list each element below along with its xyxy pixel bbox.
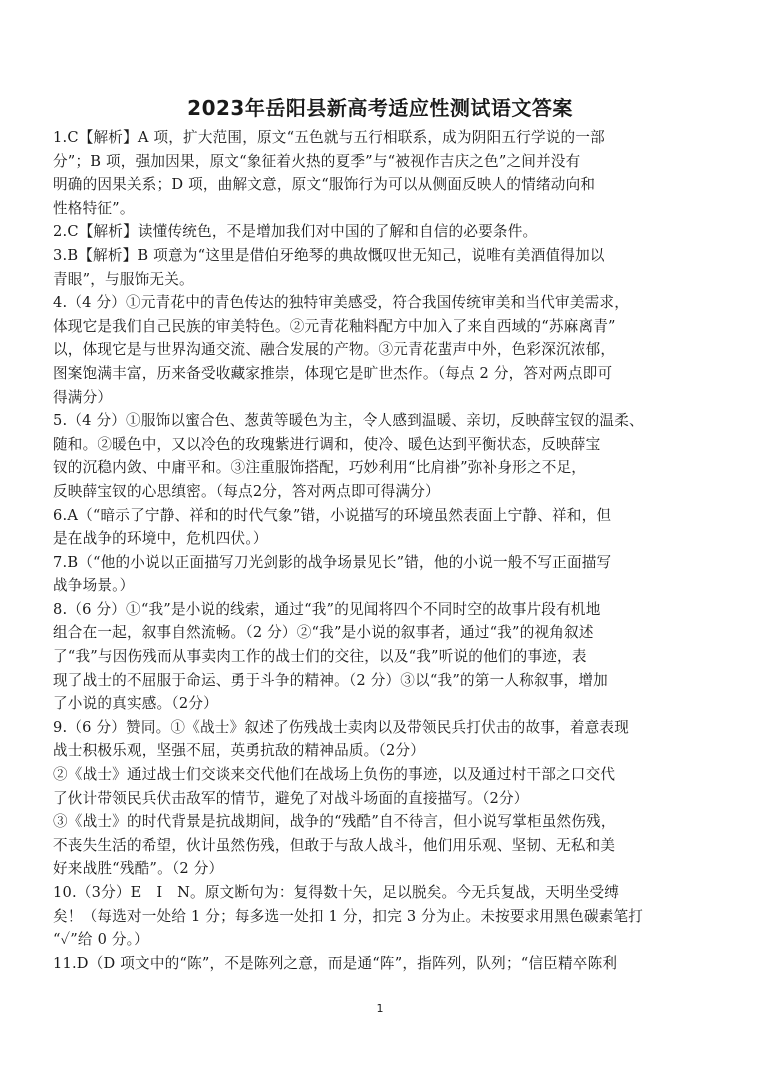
- answer-line: 是在战争的环境中，危机四伏。）: [53, 530, 268, 548]
- answer-line: 分”；B 项，强加因果，原文“象征着火热的夏季”与“被视作吉庆之色”之间并没有: [53, 152, 581, 170]
- answer-line: 钗的沉稳内敛、中庸平和。③注重服饰搭配，巧妙利用“比肩褂”弥补身形之不足，: [53, 459, 587, 477]
- answer-line: ③《战士》的时代背景是抗战期间，战争的“残酷”自不待言，但小说写掌柜虽然伤残，: [53, 813, 616, 831]
- answer-line: 战争场景。）: [53, 577, 135, 595]
- answer-line: 得满分）: [53, 388, 113, 406]
- answer-line: 1.C【解析】A 项，扩大范围，原文“五色就与五行相联系，成为阴阳五行学说的一部: [53, 129, 605, 146]
- answer-line: 体现它是我们自己民族的审美特色。②元青花釉料配方中加入了来自西域的“苏麻离青”: [53, 317, 616, 335]
- answer-line: 组合在一起，叙事自然流畅。（2 分）②“我”是小说的叙事者，通过“我”的视角叙述: [53, 624, 594, 642]
- answer-line: 9.（6 分）赞同。①《战士》叙述了伤残战士卖肉以及带领民兵打伏击的故事，着意表现: [53, 718, 630, 736]
- answer-line: 7.B（“他的小说以正面描写刀光剑影的战争场景见长”错，他的小说一般不写正面描写: [53, 553, 612, 571]
- answer-line: 不丧失生活的希望，伙计虽然伤残，但敢于与敌人战斗，他们用乐观、坚韧、无私和美: [53, 836, 616, 854]
- answer-line: 2.C【解析】读懂传统色，不是增加我们对中国的了解和自信的必要条件。: [53, 223, 538, 241]
- answer-line: 5.（4 分）①服饰以蜜合色、葱黄等暖色为主，令人感到温暖、亲切，反映薛宝钗的温柔、: [53, 412, 644, 430]
- answer-line: 10.（3分）E I N。原文断句为：复得数十矢，足以脱矣。今无兵复战，天明坐受缚: [53, 884, 620, 901]
- answer-line: 3.B【解析】B 项意为“这里是借伯牙绝琴的典故慨叹世无知己，说唯有美酒值得加以: [53, 246, 605, 264]
- answer-line: 6.A（“暗示了宁静、祥和的时代气象”错，小说描写的环境虽然表面上宁静、祥和，但: [53, 506, 612, 524]
- answer-line: 了小说的真实感。（2分）: [53, 695, 218, 713]
- answer-line: “✓”给 0 分。）: [53, 931, 149, 949]
- answer-line: 青眼”，与服饰无关。: [53, 270, 194, 288]
- answer-line: 好来战胜“残酷”。（2 分）: [53, 860, 224, 878]
- answer-line: 了“我”与因伤残而从事卖肉工作的战士们的交往，以及“我”听说的他们的事迹，表: [53, 648, 587, 666]
- page-number: 1: [376, 1002, 384, 1015]
- answer-line: 以，体现它是与世界沟通交流、融合发展的产物。③元青花蜚声中外，色彩深沉浓郁，: [53, 341, 616, 359]
- answer-line: 了伙计带领民兵伏击敌军的情节，避免了对战斗场面的直接描写。（2分）: [53, 789, 529, 807]
- answer-line: 明确的因果关系；D 项，曲解文意，原文“服饰行为可以从侧面反映人的情绪动向和: [53, 176, 596, 194]
- answer-line: 性格特征”。: [53, 199, 135, 217]
- document-title: 2023年岳阳县新高考适应性测试语文答案: [187, 96, 573, 120]
- answer-line: 4.（4 分）①元青花中的青色传达的独特审美感受，符合我国传统审美和当代审美需求，: [53, 294, 630, 312]
- answer-line: 图案饱满丰富，历来备受收藏家推崇，体现它是旷世杰作。（每点 2 分，答对两点即可: [53, 364, 613, 382]
- answer-line: 11.D（D 项文中的“陈”，不是陈列之意，而是通“阵”，指阵列，队列；“信臣精卒陈利: [53, 954, 618, 972]
- answer-line: 现了战士的不屈服于命运、勇于斗争的精神。（2 分）③以“我”的第一人称叙事，增加: [53, 671, 608, 689]
- answer-line: 战士积极乐观，坚强不屈，英勇抗敌的精神品质。（2分）: [53, 742, 426, 760]
- answer-line: ②《战士》通过战士们交谈来交代他们在战场上负伤的事迹，以及通过村干部之口交代: [53, 766, 616, 784]
- answer-line: 随和。②暖色中，又以冷色的玫瑰紫进行调和，使冷、暖色达到平衡状态，反映薛宝: [53, 435, 601, 453]
- answer-line: 矣！（每选对一处给 1 分；每多选一处扣 1 分，扣完 3 分为止。未按要求用黑色碳素笔打: [53, 907, 644, 925]
- answer-body: [53, 126, 713, 975]
- answer-line: 8.（6 分）①“我”是小说的线索，通过“我”的见闻将四个不同时空的故事片段有机地: [53, 600, 601, 618]
- answer-line: 反映薛宝钗的心思缜密。（每点2分，答对两点即可得满分）: [53, 482, 440, 500]
